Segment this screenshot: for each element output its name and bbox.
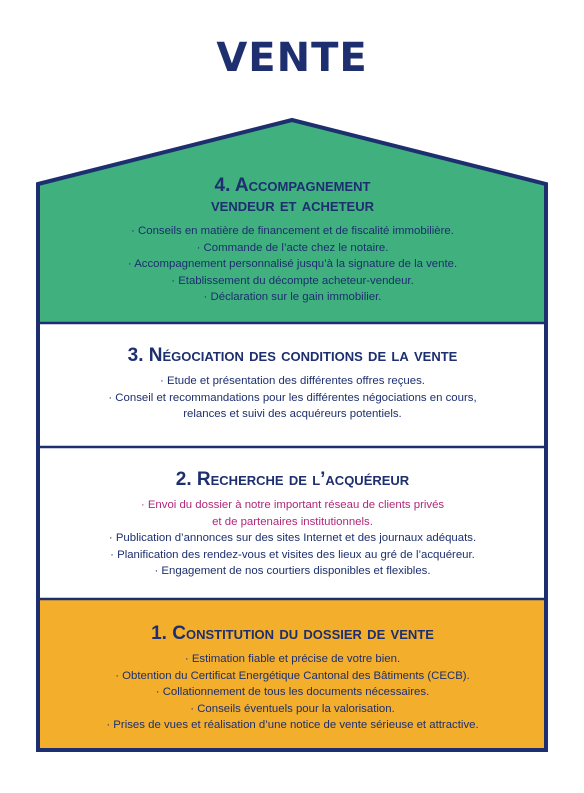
section-1-items	[40, 651, 545, 734]
list-item: · Collationnement de tous les documents nécessaires.	[155, 686, 430, 698]
list-item: · Accompagnement personnalisé jusqu’à la signature de la vente.	[127, 258, 458, 270]
section-2-items	[40, 497, 545, 580]
section-1-heading: 1. Constitution du dossier de vente	[151, 623, 434, 644]
list-item: · Prises de vues et réalisation d’une notice de vente sérieuse et attractive.	[106, 719, 479, 731]
section-1-constitution	[40, 624, 545, 734]
list-item: · Conseils en matière de financement et de fiscalité immobilière.	[131, 225, 454, 237]
list-item: · Etude et présentation des différentes offres reçues.	[160, 375, 425, 387]
list-item: · Commande de l’acte chez le notaire.	[196, 241, 389, 254]
page-title: VENTE	[216, 35, 368, 81]
section-4-accompagnement	[40, 176, 545, 306]
section-3-negociation	[40, 346, 545, 423]
list-item: · Publication d’annonces sur des sites Internet et des journaux adéquats.	[108, 532, 477, 544]
list-item: relances et suivi des acquéreurs potentiels.	[183, 408, 402, 420]
section-4-heading-line-1: 4. Accompagnement	[214, 175, 371, 196]
list-item: · Estimation fiable et précise de votre bien.	[184, 653, 401, 665]
list-item: et de partenaires institutionnels.	[212, 515, 373, 528]
section-3-heading: 3. Négociation des conditions de la vente	[127, 345, 458, 366]
list-item: · Etablissement du décompte acheteur-vendeur.	[171, 274, 414, 287]
section-2-recherche	[40, 470, 545, 580]
list-item: · Conseils éventuels pour la valorisation.	[190, 702, 395, 715]
list-item: · Déclaration sur le gain immobilier.	[203, 291, 382, 303]
list-item: · Engagement de nos courtiers disponibles et flexibles.	[154, 565, 431, 577]
section-2-heading: 2. Recherche de l’acquéreur	[175, 469, 410, 490]
section-3-items	[40, 373, 545, 423]
section-4-items	[40, 223, 545, 306]
list-item: · Conseil et recommandations pour les différentes négociations en cours,	[108, 391, 477, 404]
section-4-heading	[40, 176, 545, 216]
list-item: · Planification des rendez-vous et visites des lieux au gré de l’acquéreur.	[110, 548, 475, 561]
list-item: · Obtention du Certificat Energétique Cantonal des Bâtiments (CECB).	[115, 669, 470, 682]
list-item: · Envoi du dossier à notre important réseau de clients privés	[140, 499, 445, 511]
section-4-heading-line-2: vendeur et acheteur	[211, 195, 374, 216]
